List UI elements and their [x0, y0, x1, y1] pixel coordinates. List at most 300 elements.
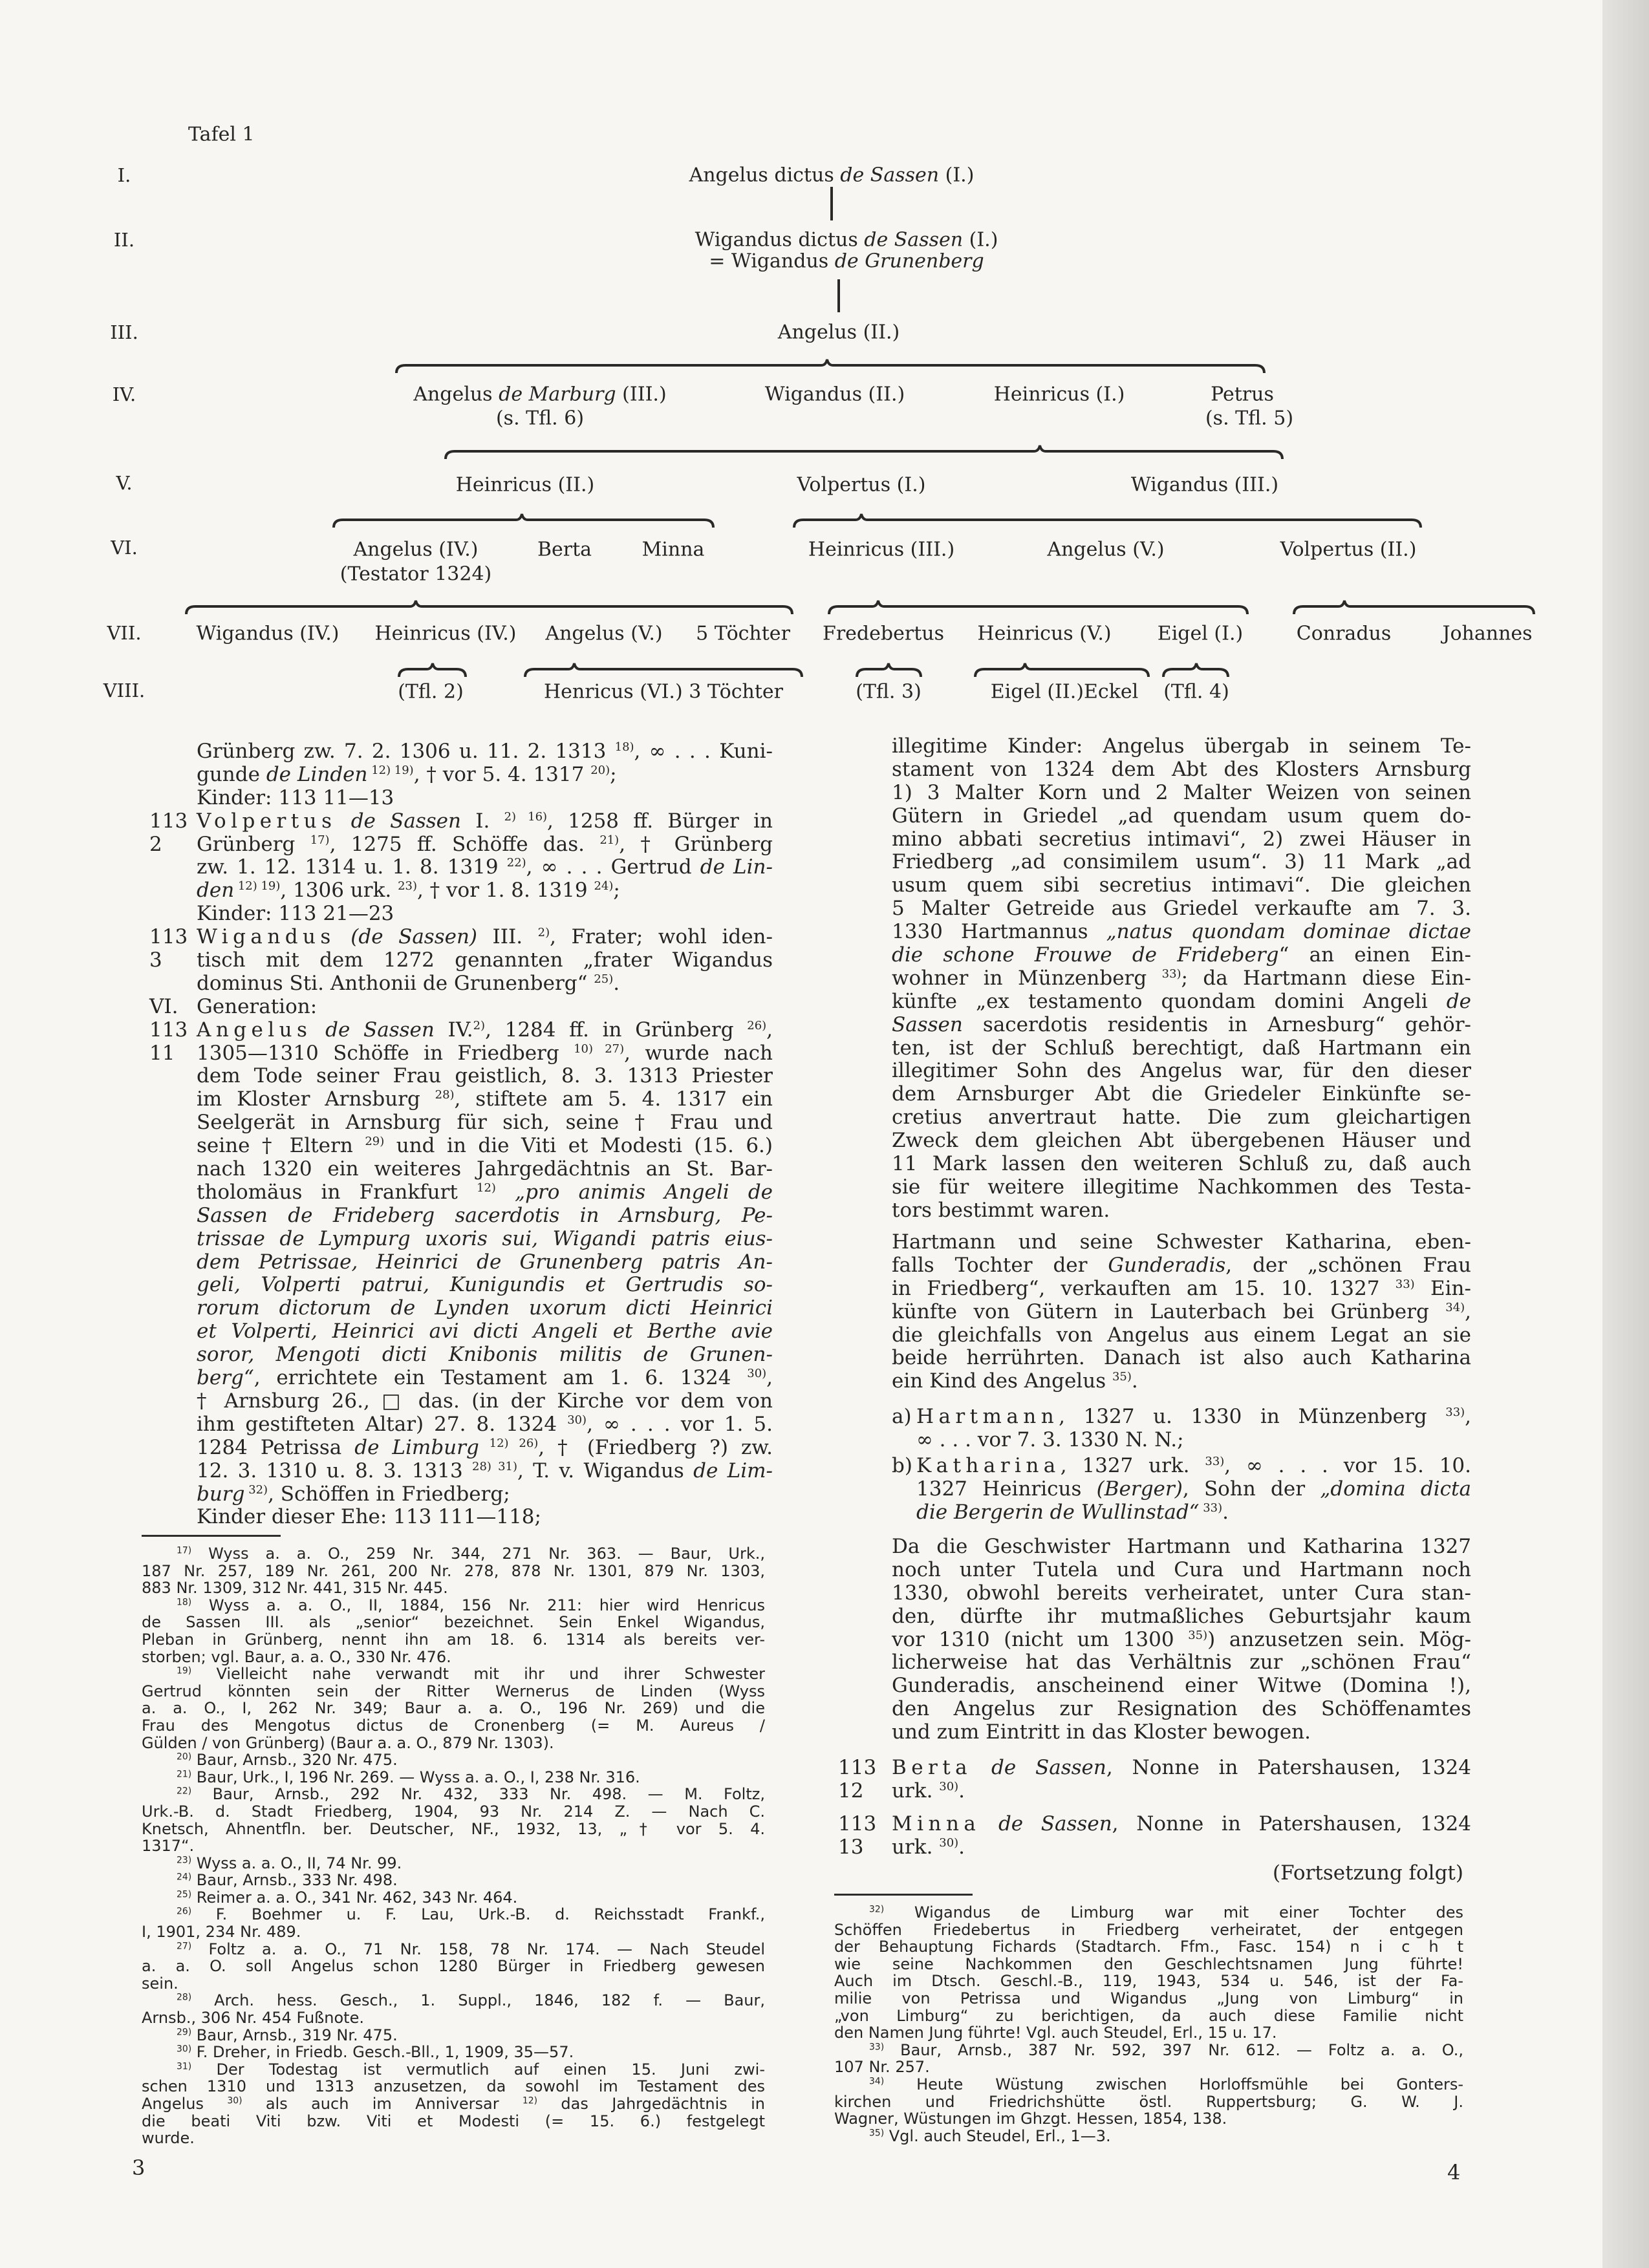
text-line	[892, 967, 1471, 990]
italic-text: dem Petrissae, Heinrici de Grunenberg patris An-	[197, 1250, 773, 1274]
page-number-right: 4	[1447, 2160, 1461, 2185]
entry-block	[892, 1535, 1471, 1744]
italic-text: de Sassen	[998, 1812, 1112, 1835]
footnote-reference: 26)	[747, 1018, 767, 1032]
entry-block	[149, 1018, 773, 1506]
text-run: ;	[613, 879, 620, 903]
text-line	[892, 1301, 1471, 1324]
person-node: Johannes	[1442, 622, 1533, 645]
italic-text: burg	[197, 1482, 245, 1506]
entry-number-part: VI.	[149, 994, 178, 1018]
footnote-reference: 12)	[522, 2095, 538, 2106]
text-run: Baur, Arnsb., 319 Nr. 475.	[196, 2026, 398, 2044]
text-line	[892, 1014, 1471, 1037]
person-node: Heinricus (V.)	[977, 622, 1112, 645]
person-name: Angelus dictus	[689, 164, 841, 187]
italic-text: Gunderadis	[1108, 1253, 1226, 1277]
entry-number-part: 113	[149, 1018, 188, 1042]
text-line	[197, 856, 773, 879]
text-run: , Nonne in Patershausen, 1324	[1112, 1812, 1471, 1835]
person-node: Angelus (V.)	[545, 622, 663, 645]
text-run: , ∞ . . . Gertrud	[526, 855, 700, 879]
table-reference: (Tfl. 2)	[398, 680, 464, 703]
text-run: Wigandus de Limburg war mit einer Tochter des	[914, 1903, 1463, 1921]
text-line	[892, 1629, 1471, 1652]
text-run	[191, 1785, 213, 1803]
italic-text: de Sassen	[991, 1756, 1106, 1779]
person-numeral: (III.)	[616, 383, 667, 406]
text-line	[892, 1278, 1471, 1301]
footnote-reference: 30)	[939, 1835, 959, 1850]
text-line	[892, 1347, 1471, 1370]
text-run	[191, 1751, 197, 1769]
text-run: Vgl. auch Steudel, Erl., 1—3.	[889, 2126, 1111, 2145]
text-run	[884, 1903, 914, 1921]
footnote	[834, 1904, 1463, 2042]
text-run	[191, 1854, 197, 1872]
text-run: tholomäus in Frankfurt	[197, 1180, 477, 1204]
text-line	[197, 1343, 773, 1367]
footnote	[834, 2076, 1463, 2128]
entry-block	[892, 1455, 1471, 1524]
text-line	[834, 2128, 1463, 2145]
text-line	[916, 1406, 1471, 1429]
text-run: Wyss a. a. O., II, 74 Nr. 99.	[196, 1854, 402, 1872]
text-run: 1330, obwohl bereits verheiratet, unter Cura stan-	[892, 1581, 1471, 1605]
spaced-name: Wigandus	[197, 925, 336, 949]
text-line	[892, 782, 1471, 805]
text-line	[197, 1274, 773, 1297]
text-line	[197, 1506, 773, 1529]
text-line	[197, 1158, 773, 1181]
generation-label: IV.	[112, 383, 136, 405]
entry-number	[838, 1757, 876, 1803]
spaced-name: Berta	[892, 1756, 973, 1779]
italic-text: de Limburg	[354, 1435, 479, 1459]
italic-text: den	[197, 879, 235, 903]
text-line	[892, 1535, 1471, 1559]
text-run: Gertrud könnten sein der Ritter Wernerus de Linden (Wyss	[142, 1682, 765, 1700]
entry-block	[197, 787, 773, 810]
text-run: 5 Malter Getreide aus Griedel verkaufte am 7. 3.	[892, 897, 1471, 921]
text-line	[892, 990, 1471, 1014]
text-run: ,	[766, 1018, 773, 1042]
text-run: sein.	[142, 1974, 178, 1993]
text-run	[191, 1768, 197, 1786]
text-run: Frau des Mengotus dictus de Cronenberg (= M. Aureus /	[142, 1716, 765, 1735]
text-line	[834, 1938, 1463, 1956]
footnote	[142, 1665, 765, 1751]
text-run: den, dürfte ihr mutmaßliches Geburtsjahr kaum	[892, 1604, 1471, 1628]
footnote-reference: 24)	[594, 879, 614, 893]
text-run	[884, 2041, 900, 2059]
left-column-text	[149, 740, 773, 1529]
person-note: (Testator 1324)	[339, 562, 492, 586]
person-node: Wigandus (IV.)	[196, 622, 339, 645]
footnote	[142, 1992, 765, 2026]
text-line	[892, 1106, 1471, 1129]
text-line	[916, 1501, 1471, 1524]
entry-block	[892, 1231, 1471, 1393]
text-run: ,	[766, 1366, 773, 1390]
text-run: mino abbati secretius intimavi“, 2) zwei Häuser in	[892, 827, 1471, 851]
footnote	[142, 2061, 765, 2147]
footnotes-left	[142, 1545, 765, 2147]
footnote-reference: 34)	[1445, 1300, 1465, 1314]
text-run: Gütern in Griedel „ad quendam usum quem do-	[892, 804, 1471, 828]
text-run	[191, 1940, 208, 1958]
entry-number-part: 113	[838, 1812, 877, 1835]
text-line	[142, 1717, 765, 1735]
footnote-reference: 12) 19)	[234, 879, 281, 893]
text-line	[142, 1579, 765, 1597]
text-run: , 1327 urk.	[1060, 1454, 1205, 1477]
text-line	[142, 1906, 765, 1923]
text-run: F. Boehmer u. F. Lau, Urk.-B. d. Reichsstadt Frankf.,	[215, 1905, 765, 1924]
text-line	[197, 787, 773, 810]
person-name: Wigandus dictus	[695, 228, 865, 251]
text-line	[142, 1751, 765, 1769]
text-line	[834, 2042, 1463, 2059]
text-run: , Nonne in Patershausen, 1324	[1106, 1756, 1471, 1779]
text-line	[197, 1228, 773, 1251]
sibling-brace	[975, 663, 1148, 677]
text-line	[892, 1199, 1471, 1223]
footnote-reference: 17)	[177, 1545, 192, 1556]
text-line	[834, 2093, 1463, 2111]
italic-text: geli, Volperti patrui, Kunigundis et Gertrudis so-	[197, 1273, 773, 1297]
text-run: licherweise hat das Verhältnis zur „schönen Frau“	[892, 1651, 1471, 1674]
italic-text: berg“	[197, 1366, 254, 1390]
text-line	[834, 1921, 1463, 1939]
italic-text: et Volperti, Heinrici avi dicti Angeli et Berthe avie	[197, 1320, 773, 1343]
footnote-reference: 27)	[177, 1941, 192, 1952]
spaced-name: Volpertus	[197, 809, 337, 833]
text-run: ,	[1465, 1300, 1471, 1323]
text-run: , Schöffen in Friedberg;	[268, 1482, 510, 1506]
text-line	[892, 1060, 1471, 1083]
right-paragraph	[892, 1535, 1471, 1744]
italic-text: de Linden	[266, 762, 368, 786]
text-line	[142, 1545, 765, 1563]
italic-text: de	[1446, 989, 1471, 1013]
text-line	[197, 996, 773, 1019]
text-line	[142, 1665, 765, 1683]
text-run: , 1327 u. 1330 in Münzenberg	[1059, 1405, 1446, 1428]
text-line	[197, 879, 773, 903]
text-line	[834, 1956, 1463, 1973]
text-line	[197, 1367, 773, 1390]
text-run	[884, 2127, 889, 2145]
text-line	[142, 1631, 765, 1649]
text-line	[197, 949, 773, 972]
text-run	[191, 1871, 197, 1889]
text-line	[142, 1958, 765, 1975]
text-run: Kinder dieser Ehe: 113 111—118;	[197, 1505, 541, 1529]
text-run: beide herrührten. Danach ist also auch Katharina	[892, 1346, 1471, 1370]
entry-block	[892, 735, 1471, 1223]
italic-text: de Sassen	[325, 1018, 435, 1042]
footnote-reference: 33)	[1205, 1454, 1225, 1468]
person-node: Wigandus (II.)	[764, 383, 905, 406]
text-run: Grünberg	[197, 832, 310, 856]
text-run: 1330 Hartmannus	[892, 920, 1106, 944]
text-run: Gülden / von Grünberg) (Baur a. a. O., 879 Nr. 1303).	[142, 1733, 554, 1752]
table-reference: (s. Tfl. 5)	[1205, 407, 1294, 430]
text-line	[197, 1437, 773, 1460]
entry-block	[838, 1756, 1471, 1803]
entry-minna	[838, 1812, 1471, 1859]
text-line	[892, 851, 1471, 874]
footnote-reference: 35)	[1188, 1628, 1208, 1642]
text-run: als auch im Anniversar	[242, 2095, 523, 2113]
person-node: Angelus (II.)	[777, 321, 900, 344]
entry-number	[838, 1813, 876, 1859]
sibling-brace	[794, 514, 1421, 528]
footnote	[142, 1545, 765, 1597]
text-run: I.	[460, 809, 504, 833]
person-node: Angelus (IV.)	[353, 538, 479, 561]
text-line	[142, 1992, 765, 2009]
text-line	[892, 758, 1471, 782]
person-alias	[709, 250, 984, 273]
text-run	[191, 2060, 216, 2079]
entry-number	[149, 810, 188, 857]
person-node: Petrus	[1211, 383, 1274, 406]
text-run: schen 1310 und 1313 anzusetzen, da sowohl im Testament des	[142, 2077, 765, 2096]
text-line	[197, 1413, 773, 1437]
person-node: Volpertus (I.)	[797, 473, 926, 497]
text-line	[142, 2095, 765, 2113]
text-run: IV.	[434, 1018, 473, 1042]
text-line	[834, 2059, 1463, 2076]
text-run: dem Arnsburger Abt die Griedeler Einkünfte se-	[892, 1082, 1471, 1106]
page-number-left: 3	[132, 2156, 146, 2180]
person-numeral: (I.)	[963, 228, 998, 251]
text-line	[142, 2044, 765, 2061]
spaced-name: Angelus	[197, 1018, 312, 1042]
footnote-reference: 2)	[537, 925, 550, 939]
text-run	[191, 1991, 214, 2009]
text-run: 187 Nr. 257, 189 Nr. 261, 200 Nr. 278, 878 Nr. 1301, 879 Nr. 1303,	[142, 1561, 765, 1580]
text-run: seine † Eltern	[197, 1134, 365, 1158]
text-line	[892, 828, 1471, 851]
text-run: Arnsb., 306 Nr. 454 Fußnote.	[142, 2009, 364, 2027]
text-line	[197, 1204, 773, 1228]
text-line	[834, 1990, 1463, 2007]
text-line	[892, 1324, 1471, 1347]
italic-text: de Lin-	[700, 855, 773, 879]
footnote-reference: 33)	[1445, 1405, 1465, 1419]
text-run: “ an einen Ein-	[1278, 943, 1471, 967]
text-run: Da die Geschwister Hartmann und Katharina 1327	[892, 1535, 1471, 1558]
entry-number-part: 3	[149, 948, 162, 972]
text-line	[892, 1698, 1471, 1721]
text-line	[142, 1889, 765, 1907]
text-run: Seelgerät in Arnsburg für sich, seine † Frau und	[197, 1111, 773, 1135]
entry-block	[838, 1812, 1471, 1859]
footnote-reference: 30)	[227, 2095, 242, 2106]
text-line	[142, 2061, 765, 2079]
text-run: dominus Sti. Anthonii de Grunenberg“	[197, 971, 594, 995]
footnote-reference: 24)	[177, 1872, 192, 1883]
text-run: zw. 1. 12. 1314 u. 1. 8. 1319	[197, 855, 507, 879]
entry-number	[149, 926, 188, 972]
italic-text: (Berger)	[1096, 1477, 1183, 1501]
footnote-reference: 25)	[177, 1889, 192, 1900]
footnote-reference: 23)	[398, 879, 417, 893]
text-run: wohner in Münzenberg	[892, 966, 1162, 990]
person-node: Heinricus (IV.)	[374, 622, 517, 645]
text-run: F. Dreher, in Friedb. Gesch.-Bll., 1, 1909, 35—57.	[196, 2043, 574, 2062]
footnote-separator	[834, 1894, 973, 1896]
footnote-reference: 25)	[594, 972, 614, 986]
sibling-brace	[1163, 663, 1228, 677]
entry-block	[197, 740, 773, 787]
footnote-reference: 29)	[365, 1135, 385, 1148]
footnote-reference: 28) 31)	[472, 1459, 517, 1473]
text-line	[197, 810, 773, 833]
text-line	[892, 1176, 1471, 1199]
text-run: Zweck dem gleichen Abt übergebenen Häuser und	[892, 1129, 1471, 1153]
text-run: .	[958, 1835, 965, 1859]
entry-number-part: 13	[838, 1835, 864, 1859]
text-run: storben; vgl. Baur, a. a. O., 330 Nr. 476.	[142, 1647, 451, 1666]
text-line	[892, 1605, 1471, 1629]
text-run: kirchen und Friedrichshütte östl. Ruppertsburg; G. W. J.	[834, 2092, 1463, 2111]
generation-label: V.	[116, 472, 133, 494]
entry-block	[149, 809, 773, 903]
person-node: Berta	[537, 538, 592, 561]
person-node	[689, 164, 975, 187]
text-run: Der Todestag ist vermutlich auf einen 15. Juni zwi-	[216, 2060, 765, 2079]
person-node	[413, 383, 666, 406]
footnote-reference: 32)	[244, 1482, 268, 1497]
spaced-name: Hartmann	[916, 1405, 1059, 1428]
text-run: cretius anvertraut hatte. Die zum gleichartigen	[892, 1106, 1471, 1129]
italic-text: rorum dictorum de Lynden uxorum dicti Heinrici	[197, 1296, 773, 1320]
text-line	[892, 1836, 1471, 1859]
text-line	[142, 2113, 765, 2130]
text-run: illegitimer Sohn des Angelus war, für den dieser	[892, 1059, 1471, 1083]
text-line	[892, 1153, 1471, 1176]
footnote-reference: 2) 16)	[504, 809, 548, 824]
text-run: , † (Friedberg ?) zw.	[538, 1435, 773, 1459]
footnote	[834, 2128, 1463, 2145]
text-run: I, 1901, 234 Nr. 489.	[142, 1923, 301, 1942]
italic-text: (de Sassen)	[350, 925, 478, 949]
text-run: de Sassen III. als „senior“ bezeichnet. Sein Enkel Wigandus,	[142, 1613, 765, 1632]
text-line	[892, 1674, 1471, 1698]
text-line	[834, 2110, 1463, 2128]
text-run: 12. 3. 1310 u. 8. 3. 1313	[197, 1459, 473, 1482]
text-line	[892, 1757, 1471, 1780]
entry-number	[149, 996, 178, 1019]
text-run: Kinder: 113 11—13	[197, 786, 394, 809]
text-run: , ∞ . . . vor 1. 5.	[587, 1412, 773, 1436]
text-line	[197, 1181, 773, 1204]
text-run: III.	[477, 925, 538, 949]
text-run: Baur, Urk., I, 196 Nr. 269. — Wyss a. a. O., I, 238 Nr. 316.	[196, 1768, 640, 1786]
text-line	[142, 1803, 765, 1821]
text-run	[191, 1888, 197, 1907]
person-node: Eigel (II.)Eckel	[990, 680, 1139, 703]
text-line	[892, 897, 1471, 921]
footnote-separator	[142, 1535, 281, 1537]
text-line	[197, 1019, 773, 1042]
person-node: Volpertus (II.)	[1280, 538, 1417, 561]
text-run: 1305—1310 Schöffe in Friedberg	[197, 1041, 574, 1065]
footnote	[142, 1751, 765, 1769]
text-run: .	[1222, 1500, 1229, 1524]
text-line	[142, 1700, 765, 1717]
entry-number-part: 113	[149, 809, 188, 833]
text-run: tors bestimmt waren.	[892, 1198, 1110, 1222]
text-run: Grünberg zw. 7. 2. 1306 u. 11. 2. 1313	[197, 740, 615, 763]
footnote	[142, 1889, 765, 1907]
person-node: Wigandus (III.)	[1130, 473, 1279, 497]
footnote-reference: 18)	[177, 1597, 192, 1608]
text-run: sie für weitere illegitime Nachkommen des Testa-	[892, 1175, 1471, 1199]
footnote	[142, 1855, 765, 1872]
text-run: Baur, Arnsb., 387 Nr. 592, 397 Nr. 612. — Foltz a. a. O.,	[900, 2040, 1463, 2059]
text-run: ;	[610, 762, 617, 786]
text-line	[892, 1129, 1471, 1153]
text-line	[892, 1721, 1471, 1744]
entry-block	[892, 1406, 1471, 1452]
text-run: Gunderadis, anscheinend einer Witwe (Domina !),	[892, 1674, 1471, 1698]
text-run: stament von 1324 dem Abt des Klosters Arnsburg	[892, 757, 1471, 781]
italic-text: „domina dicta	[1320, 1477, 1471, 1501]
text-run: das Jahrgedächtnis in	[537, 2095, 766, 2113]
person-node: Minna	[641, 538, 705, 561]
footnote-reference: 12) 19)	[367, 763, 414, 777]
text-run: , ∞ . . . Kuni-	[634, 740, 773, 763]
text-line	[142, 1735, 765, 1752]
text-line	[834, 2007, 1463, 2025]
text-run: und in die Viti et Modesti (15. 6.)	[384, 1134, 773, 1158]
person-node: Henricus (VI.) 3 Töchter	[543, 680, 784, 703]
text-line	[892, 1037, 1471, 1060]
footnote	[142, 1906, 765, 1940]
footnote	[142, 1941, 765, 1993]
text-run: , † Grünberg	[619, 832, 773, 856]
text-run: tisch mit dem 1272 genannten „frater Wigandus	[197, 948, 773, 972]
footnote	[142, 1597, 765, 1665]
text-run: Pleban in Grünberg, nennt ihn am 18. 6. 1314 als bereits ver-	[142, 1630, 765, 1649]
footnote-reference: 10) 27)	[574, 1042, 625, 1056]
footnotes-right	[834, 1904, 1463, 2145]
text-line	[892, 874, 1471, 897]
text-run: .	[958, 1779, 965, 1803]
text-run: dem Tode seiner Frau geistlich, 8. 3. 1313 Priester	[197, 1064, 773, 1088]
entry-number-part: 11	[149, 1041, 175, 1065]
text-line	[142, 1941, 765, 1958]
sibling-brace	[186, 601, 792, 614]
text-run: 11 Mark lassen den weiteren Schluß zu, daß auch	[892, 1152, 1471, 1176]
text-line	[142, 1614, 765, 1631]
table-reference: (Tfl. 4)	[1163, 680, 1229, 703]
person-node: Heinricus (II.)	[455, 473, 595, 497]
text-run: Hartmann und seine Schwester Katharina, eben-	[892, 1230, 1471, 1254]
text-line	[142, 2027, 765, 2044]
text-line	[834, 1904, 1463, 1921]
text-line	[892, 805, 1471, 828]
text-run: , † vor 1. 8. 1319	[416, 879, 594, 903]
text-run: künfte „ex testamento quondam domini Angeli	[892, 989, 1447, 1013]
footnote-reference: 12)	[477, 1181, 496, 1195]
text-run: wie seine Nachkommen den Geschlechtsnamen Jung führte!	[834, 1954, 1463, 1973]
